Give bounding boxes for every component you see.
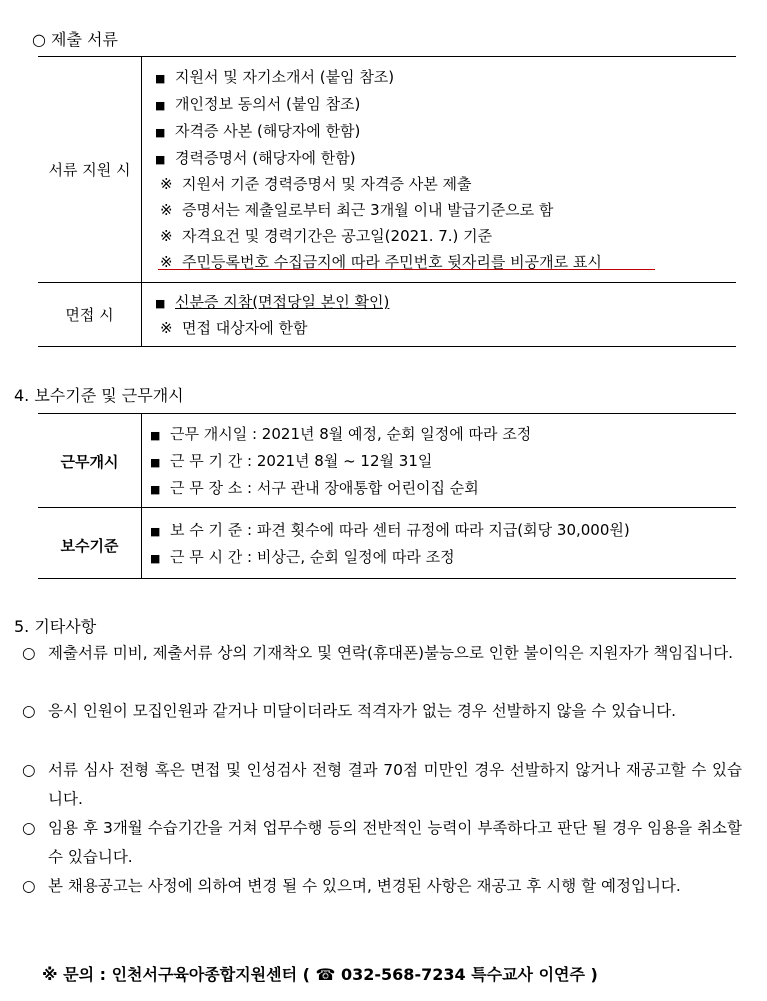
notice-item [22, 756, 742, 814]
interview-item [155, 291, 389, 312]
notice-text: 제출서류 미비, 제출서류 상의 기재착오 및 연락(휴대폰)불능으로 인한 불이익은 지원자가 책임집니다. [48, 644, 734, 662]
work-item: ■ 근무 개시일 : 2021년 8월 예정, 순회 일정에 따라 조정 [150, 423, 531, 444]
notice-item [22, 814, 742, 872]
work-item: ■ 근 무 기 간 : 2021년 8월 ~ 12월 31일 [150, 450, 432, 471]
interview-item-text: 신분증 지참(면접당일 본인 확인) [175, 293, 390, 311]
red-underline [158, 269, 655, 270]
row-label-pay: 보수기준 [60, 537, 119, 555]
notice-text: 임용 후 3개월 수습기간을 거쳐 업무수행 등의 전반적인 능력이 부족하다고 판단 될 경우 임용을 취소할 수 있습니다. [48, 819, 742, 866]
section4-heading: 4. 보수기준 및 근무개시 [14, 386, 184, 405]
circle-bullet-icon: ○ [22, 819, 36, 837]
circle-bullet-icon: ○ [22, 702, 36, 720]
submission-note: ※ 자격요건 및 경력기간은 공고일(2021. 7.) 기준 [160, 225, 492, 246]
pay-item: ■ 근 무 시 간 : 비상근, 순회 일정에 따라 조정 [150, 546, 455, 567]
submission-item: ■ 지원서 및 자기소개서 (붙임 참조) [155, 66, 394, 87]
contact-info: ※ 문의 : 인천서구육아종합지원센터 ( ☎ 032-568-7234 특수교사 이연주 ) [42, 965, 598, 984]
submission-note-highlight: ※ 주민등록번호 수집금지에 따라 주민번호 뒷자리를 비공개로 표시 [160, 251, 602, 272]
circle-bullet-icon: ○ [22, 761, 36, 779]
notice-item [22, 697, 742, 726]
row-label-work-start: 근무개시 [60, 453, 119, 471]
row-label-document: 서류 지원 시 [48, 161, 131, 179]
submission-heading: ○ 제출 서류 [32, 30, 118, 49]
notice-item [22, 639, 742, 668]
notice-text: 응시 인원이 모집인원과 같거나 미달이더라도 적격자가 없는 경우 선발하지 않을 수 있습니다. [48, 702, 677, 720]
section5-heading: 5. 기타사항 [14, 617, 97, 636]
submission-note: ※ 지원서 기준 경력증명서 및 자격증 사본 제출 [160, 173, 471, 194]
submission-item: ■ 자격증 사본 (해당자에 한함) [155, 120, 360, 141]
circle-bullet-icon: ○ [22, 877, 36, 895]
work-item: ■ 근 무 장 소 : 서구 관내 장애통합 어린이집 순회 [150, 477, 479, 498]
interview-note: ※ 면접 대상자에 한함 [160, 317, 307, 338]
notice-item [22, 872, 742, 901]
submission-item: ■ 개인정보 동의서 (붙임 참조) [155, 93, 360, 114]
notice-text: 서류 심사 전형 혹은 면접 및 인성검사 전형 결과 70점 미만인 경우 선발하지 않거나 재공고할 수 있습니다. [48, 761, 742, 808]
circle-bullet-icon: ○ [22, 644, 36, 662]
notice-text: 본 채용공고는 사정에 의하여 변경 될 수 있으며, 변경된 사항은 재공고 후 시행 할 예정입니다. [48, 877, 681, 895]
row-label-interview: 면접 시 [65, 306, 114, 324]
submission-item: ■ 경력증명서 (해당자에 한함) [155, 147, 356, 168]
submission-note: ※ 증명서는 제출일로부터 최근 3개월 이내 발급기준으로 함 [160, 199, 553, 220]
pay-item: ■ 보 수 기 준 : 파견 횟수에 따라 센터 규정에 따라 지급(회당 30,000원) [150, 519, 630, 540]
